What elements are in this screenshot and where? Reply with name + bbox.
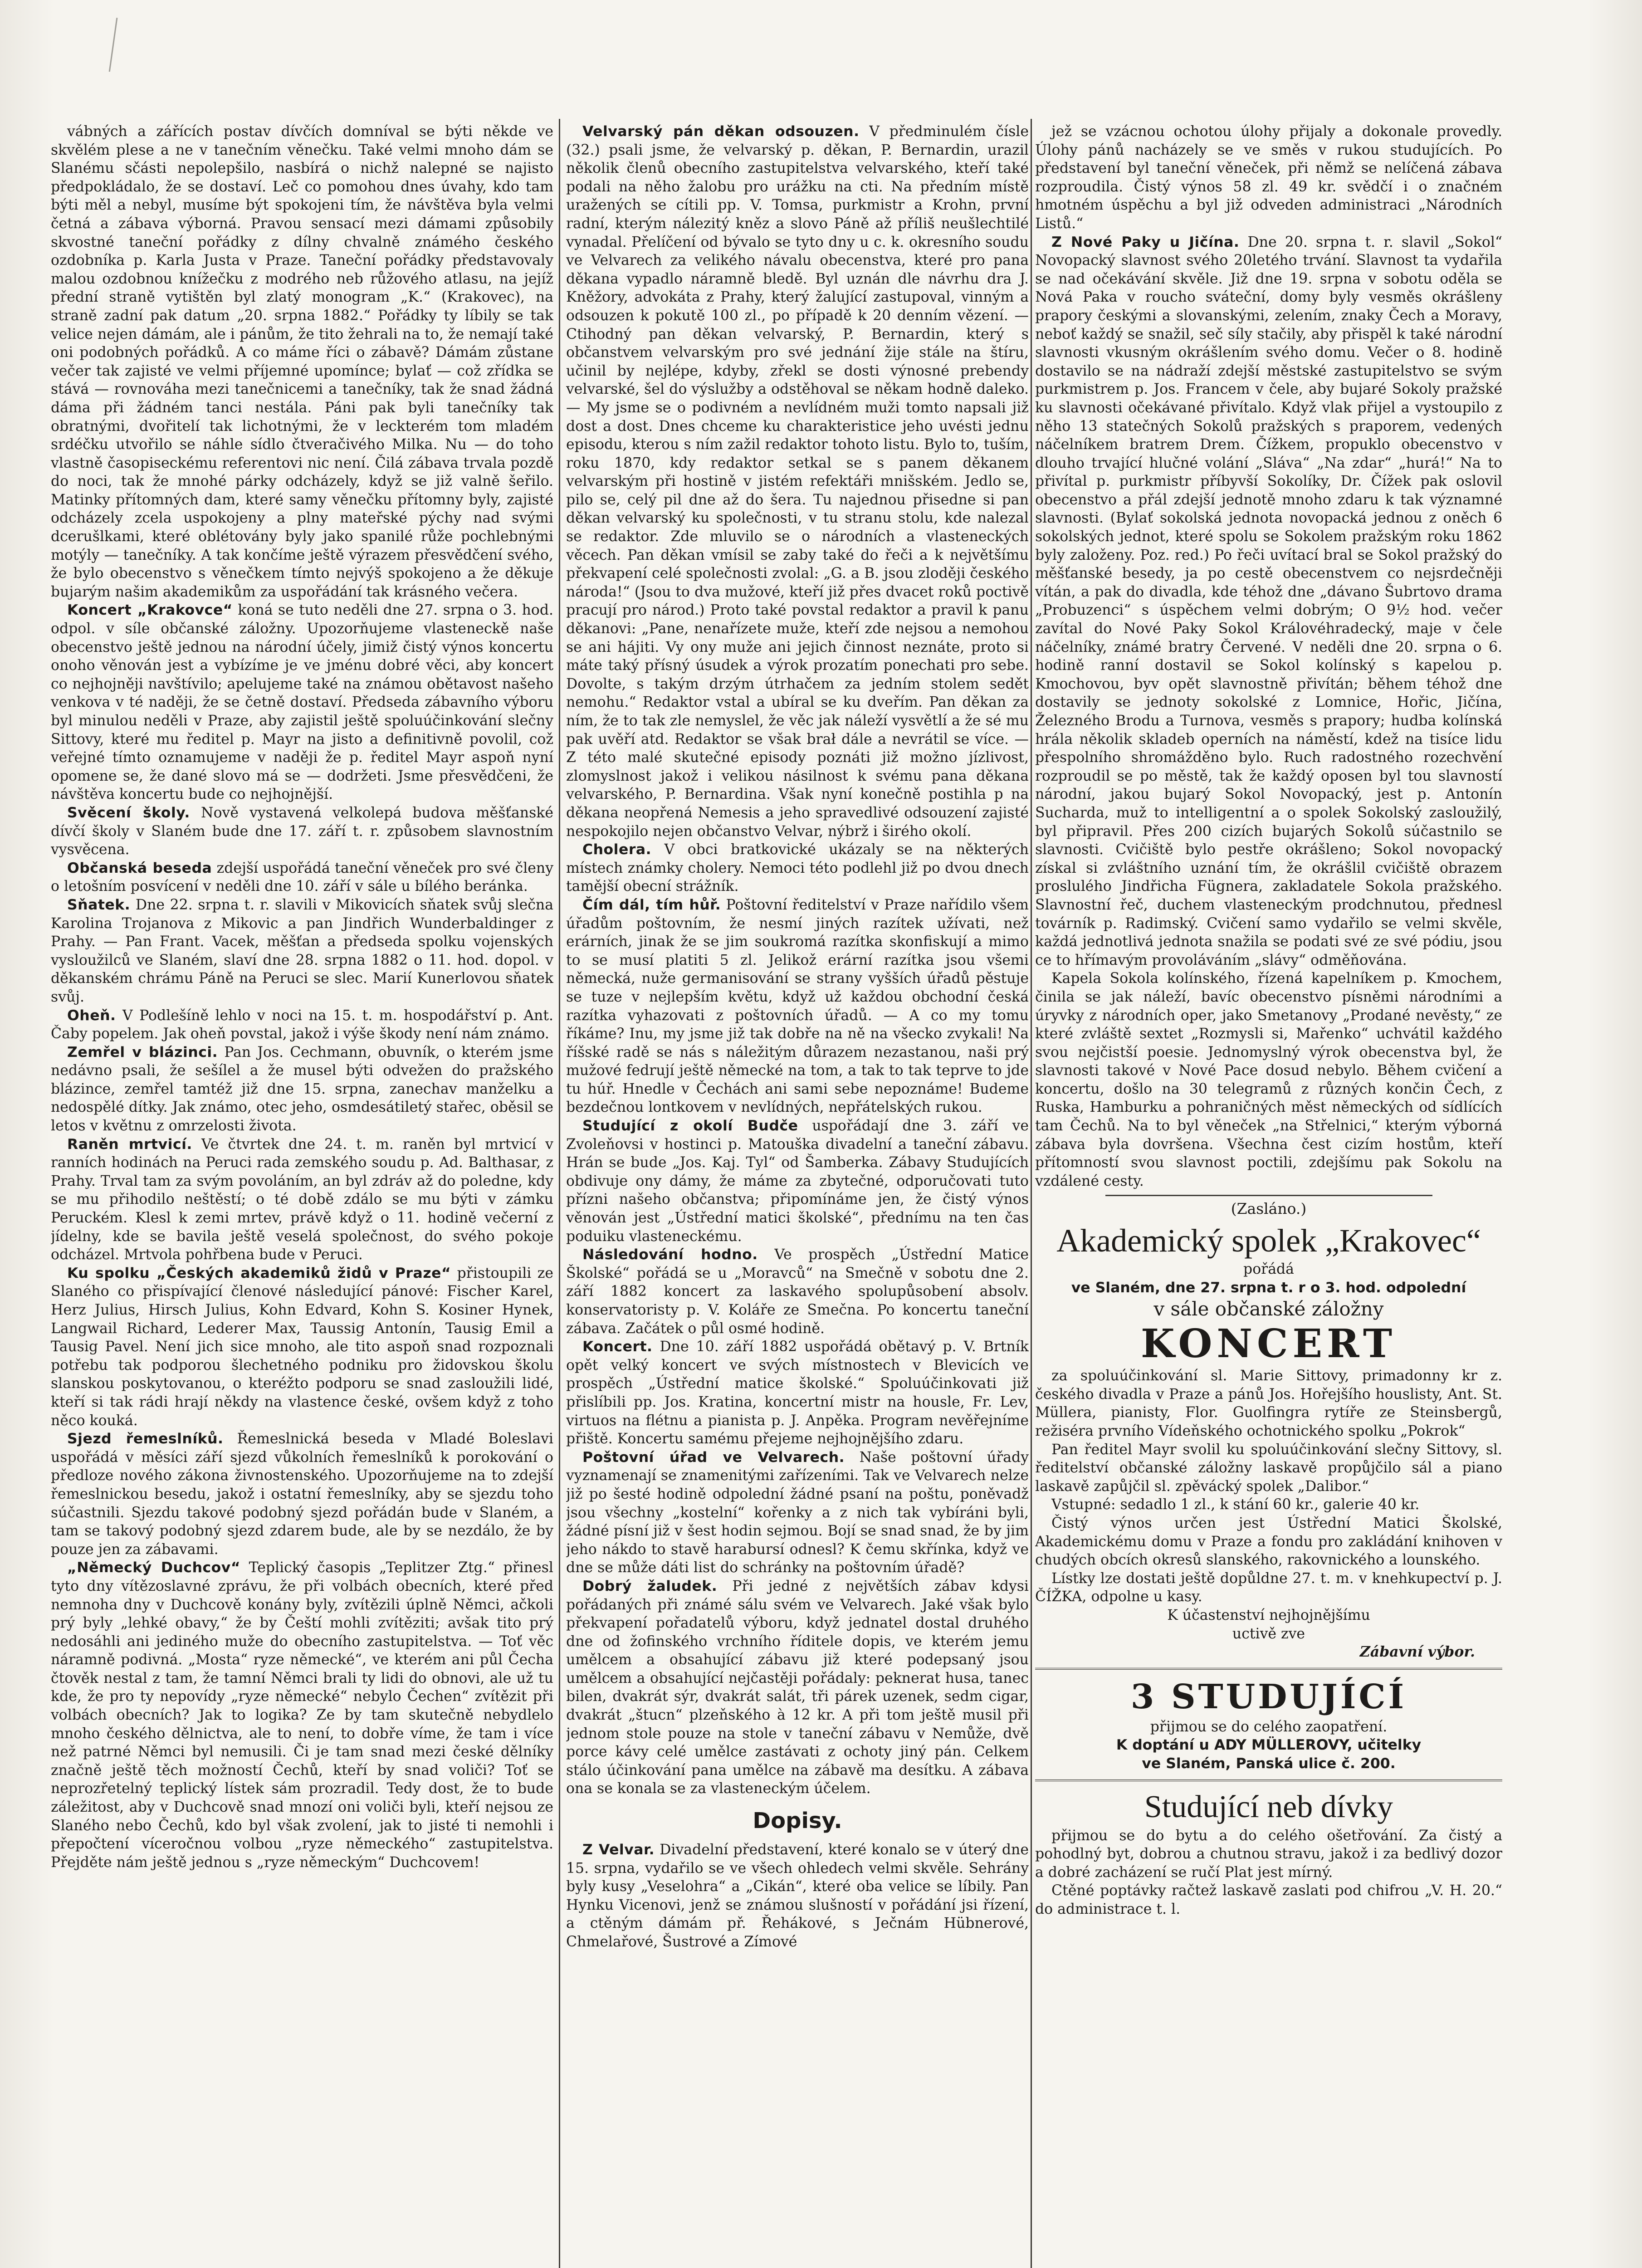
article-paragraph	[51, 601, 553, 804]
ad-proceeds: Čistý výnos určen jest Ústřední Matici Školské, Akademickému domu v Praze a fondu pro zakládání knihoven v chudých obcích okresů slanského, rakovnického a lounského.	[1035, 1515, 1502, 1569]
article-paragraph	[51, 1007, 553, 1043]
ad-admission: Vstupné: sedadlo 1 zl., k stání 60 kr., galerie 40 kr.	[1051, 1496, 1420, 1513]
article-paragraph	[51, 1430, 553, 1559]
ad-divider	[1105, 1195, 1432, 1196]
article-body: zdejší uspořádá taneční věneček pro své členy o letošním posvícení v neděli dne 10. září v sále u bílého beránka.	[51, 860, 553, 895]
article-body: Ve prospěch „Ústřední Matice Školské“ pořádá se u „Moravců“ na Smečně v sobotu dne 2. září 1882 koncert za laskavého spolupůsobení absolv. konservatoristy p. V. Koláře ze Smečna. Po koncertu taneční zábava. Začátek o půl osmé hodině.	[566, 1246, 1029, 1337]
article-lead: Z Velvar.	[582, 1842, 655, 1858]
article-paragraph	[51, 896, 553, 1007]
article-lead: Sjezd řemeslníků.	[67, 1431, 224, 1447]
article-body: Pan Jos. Cechmann, obuvník, o kterém jsme nedávno psali, že sešílel a že musel býti odvežen do pražského blázince, zemřel tamtéž již dne 15. srpna, zanechav manželku a nedospělé dítky. Jak známo, otec jeho, osmdesátiletý stařec, oběsil se letos v květnu z omrzelosti života.	[51, 1044, 553, 1134]
article-paragraph	[51, 122, 553, 601]
section-heading: Dopisy.	[753, 1808, 842, 1834]
article-lead: Občanská beseda	[67, 860, 212, 876]
article-body: jež se vzácnou ochotou úlohy přijaly a dokonale provedly. Úlohy pánů nacházely se ve směs v rukou studujících. Po představení byl taneční věneček, při němž se nelíčená zábava rozproudila. Čistý výnos 58 zl. 49 kr. svědčí i o značném hmotném úspěchu a byl již odveden administraci „Národních Listů.“	[1035, 123, 1502, 232]
page-corner-mark	[109, 18, 126, 73]
ad-presents: pořádá	[1243, 1261, 1294, 1278]
article-body: Teplický časopis „Teplitzer Ztg.“ přinesl tyto dny vítězoslavné zprávu, že při volbách obecních, které před nemnoha dny v Duchcově konány byly, zvítězili úplně Němci, ačkoli prý byly „lehké obavy,“ že by Čeští mohli zvítěziti; avšak tito prý nedosáhli ani jediného muže do obecního zastupitelstva. — Toť věc náramně podivná. „Mosta“ ryze německé“, ve kterém ani půl Čecha čtověk nestal z tam, že tamní Němci brali ty lidi do obnovi, ale už tu kde, že pro ty nepovídy „ryze německé“ nebylo Čechen“ zvítězit při volbách obecních? Jak to logika? Ze by tam skutečně nebydlelo mnoho českého dělnictva, ale to není, to dobře víme, že tam i více než patrné Němci byl nemusili. Či je tam snad mezi české dělníky značně ještě těch možností Čechů, kteří by snad voliči? Toť se neprozřetelný teplický lístek sám prozradil. Tedy dost, že to bude záležitost, aby v Duchcově snad mnozí oni voliči byli, kteří nejsou ze Slaného nebo Čechů, kdo byl však zvolení, jak to jisté ti nemohli i přepočtení víceročnou volbou „ryze německého“ zastupitelstva. Přejděte nám ještě jednou s „ryze německým“ Duchcovem!	[51, 1559, 553, 1871]
ad-society-title: Akademický spolek „Krakovec“	[1056, 1222, 1481, 1259]
article-paragraph	[566, 1577, 1029, 1798]
column-right	[1035, 122, 1502, 2268]
article-lead: Raněn mrtvicí.	[67, 1136, 192, 1153]
article-body: Řemeslnická beseda v Mladé Boleslavi uspořádá v měsíci září sjezd vůkolních řemeslníků k porokování o předloze nového zákona živnostenského. Upozorňujeme na to zdejší řemeslnickou besedu, jakož i ostatní řemeslníky, aby se sjezdu toho súčastnili. Sjezdu takové podobný sjezd pořádán bude v Slaném, a tam se takový podobný sjezd zdarem bude, ale by se nezdálo, že by pouze jen za zábavami.	[51, 1431, 553, 1558]
ad2-line-1: přijmou se do celého zaopatření.	[1150, 1718, 1388, 1735]
article-lead: Ku spolku „Českých akademiků židů v Praze“	[67, 1265, 451, 1281]
article-paragraph	[51, 1559, 553, 1872]
concert-advertisement	[1035, 1200, 1502, 1918]
article-paragraph	[51, 1264, 553, 1430]
article-lead: Cholera.	[582, 841, 652, 858]
ad3-body: přijmou se do bytu a do celého ošetřování. Za čistý a pohodlný byt, dobrou a chutnou stravu, jakož i za bedlivý dozor a dobré zacházení se ručí Plat jest mírný.	[1035, 1827, 1502, 1881]
ad-concert-heading: KONCERT	[1141, 1321, 1397, 1367]
article-body: koná se tuto neděli dne 27. srpna o 3. hod. odpol. v síle občanské záložny. Upozorňujeme vlasteneckě naše obecenstvo ještě jednou na národní účely, jimiž čistý výnos koncertu onoho věnován jest a vybízíme je ve jménu dobré věci, aby koncert co nejhojněji navštívilo; apelujeme také na známou obětavost našeho venkova v té naději, že se četně dostaví. Předseda zábavního výboru byl minulou neděli v Praze, aby zajistil ještě spoluúčinkování slečny Sittovy, které mu ředitel p. Mayr na jisto a definitivně povolil, což veřejné tímto oznamujeme v naději že p. ředitel Mayr aspoň nyní opomene se, že dané slovo má se — dodržeti. Jsme přesvědčeni, že návštěva koncertu bude co nejhojnější.	[51, 602, 553, 803]
article-body: Dne 10. září 1882 uspořádá obětavý p. V. Brtník opět velký koncert ve svých místnostech v Blevicích ve prospěch „Ústřední matice školské.“ Spoluúčinkovati již přislíbili pp. Jos. Kratina, koncertní mistr na housle, Fr. Lev, virtuos na flétnu a pianista p. J. Anpěka. Program nevěřejníme přiště. Koncertu samému přejeme nejhojnějšího zdaru.	[566, 1339, 1029, 1447]
ad-sent-label: (Zasláno.)	[1231, 1200, 1307, 1218]
article-body: přistoupili ze Slaného co přispívající členové následující pánové: Fischer Karel, Herz Julius, Hirsch Julius, Kohn Edvard, Kohn S. Kosiner Hynek, Langwail Richard, Lederer Max, Taussig Antonín, Tausig Emil a Tausig Pavel. Není jich sice mnoho, ale tito aspoň snad rozpoznali potřebu tak podporou šlechetného podniku pro židovskou školu slanskou poskytovanou, o kteréžto podporu se snad zasloužili lidé, kteří si tak rádi hrají někdy na vlastence české, ovšem když z toho něco kouká.	[51, 1265, 553, 1429]
article-paragraph	[566, 122, 1029, 841]
ad-signature: Zábavní výbor.	[1359, 1643, 1475, 1661]
article-lead: Z Nové Paky u Jičína.	[1051, 234, 1240, 250]
article-body: Ve čtvrtek dne 24. t. m. raněn byl mrtvicí v ranních hodinách na Peruci rada zemského soudu p. Ad. Balthasar, z Prahy. Trval tam za svým povoláním, an byl zdráv až do poledne, kdy se mu přihodilo neštěstí; o té době zdálo se mu býti v zámku Peruckém. Klesl k zemi mrtev, právě když o 11. hodině večerní z jídelny, kde se bavila ještě veselá společnost, do svého pokoje odcházel. Mrtvola pohřbena bude v Peruci.	[51, 1136, 553, 1263]
ad-venue: v sále občanské záložny	[1153, 1298, 1384, 1320]
article-lead: Studující z okolí Budče	[582, 1118, 798, 1134]
article-paragraph	[566, 1841, 1029, 1951]
ad-rule-2	[1035, 1779, 1502, 1781]
column-rule-2	[1031, 119, 1032, 2268]
ad-performers: za spoluúčinkování sl. Marie Sittovy, primadonny kr z. českého divadla v Praze a pánů Jos. Hořejšího houslisty, Ant. St. Müllera, pianisty, Flor. Guolfingra rytíře ze Steinsbergů, režiséra prvního Vídeňského ochotnického spolku „Pokrok“	[1035, 1368, 1502, 1439]
article-paragraph	[51, 804, 553, 859]
article-body: vábných a zářících postav dívčích domníval se býti někde ve skvělém plese a ne v tanečním věnečku. Také velmi mnoho dám se Slanému sčásti nepolepšilo, nasbírá o nichž nalepné se najisto předpokládalo, že se dostaví. Leč co pomohou dnes úvahy, kdo tam býti měl a nebyl, musíme být spokojeni tím, že návštěva byla velmi četná a zábava výborná. Pravou sensací mezi dámami způsobily skvostné taneční pořádky z dílny chvalně známého českého ozdobníka p. Karla Justa v Praze. Taneční pořádky představovaly malou ozdobnou knížečku z modrého neb růžového atlasu, na jejíž přední straně vytištěn byl zlatý monogram „K.“ (Krakovec), na straně zadní pak datum „20. srpna 1882.“ Pořádky ty líbily se tak velice nejen dámám, ale i pánům, že tito žehrali na to, že nemají také oni podobných pořádků. A co máme říci o zábavě? Dámám zůstane večer tak zajisté ve velmi příjemné upomínce; bylať — což zřídka se stává — rovnováha mezi tanečnicemi a tanečníky, tak že snad žádná dáma při žádném tanci nestála. Páni pak byli tanečníky tak obratnými, dvořitelí tak lichotnými, že v leckterém tom mladém srdéčku utvořilo se náhle sídlo čtveračivého Milka. Nu — do toho vlastně časopiseckému referentovi nic není. Čilá zábava trvala pozdě do noci, tak že mnohé párky odcházely, když se již valně šeřilo. Matinky přítomných dam, které samy věnečku přítomny byly, zajisté odcházely zcela uspokojeny a plny mateřské pýchy nad svými dcerušlkami, které oblétovány byly jako spanilé růže pochlebnými motýly — tanečníky. A tak končíme ještě výrazem přesvědčení svého, že bylo obecenstvo s věnečkem tímto nejvýš spokojeno a že děkuje bujarým našim akademikům za uspořádání tak krásného večera.	[51, 123, 553, 600]
article-body: Divadelní představení, které konalo se v úterý dne 15. srpna, vydařilo se ve všech ohledech velmi skvěle. Sehrány byly kusy „Veselohra“ a „Cikán“, které oba velice se líbily. Pan Hynku Vicenovi, jenž se známou slušností v pořádání jsi řízení, a ctěným dámám př. Řehákové, s Ječnám Hübnerové, Chmelařové, Šustrové a Zímové	[566, 1842, 1029, 1950]
article-body: Poštovní ředitelství v Praze nařídilo všem úřadům poštovním, že nesmí jiných razítek užívati, než erárních, jinak že se jim soukromá razítka skonfiskují a mimo to se musí platiti 5 zl. Jelikož erární razítka jsou všemi německá, nuže germanisování se strany vyšších úřadů pěstuje se tuze v nejlepším květu, když už každou obchodní česká razítka vyhazovati z poštovních úřadů. — A co my tomu říkáme? Inu, my jsme již tak dobře na ně na všecko zvykali! Na říšské radě se nás s náležitým důrazem nezastanou, naši prý mužové fedrují ještě německé na tom, a tak to tak teprve to jde tu húř. Hnedle v Čechách ani sami sebe nepoznáme! Budeme bezdečnou lontkovem v nevlídných, nepřátelských rukou.	[566, 896, 1029, 1116]
ad-invite-2: uctivě zve	[1232, 1625, 1305, 1642]
article-lead: Oheň.	[67, 1007, 116, 1024]
article-lead: Sňatek.	[67, 896, 131, 913]
ad-rule-1	[1035, 1668, 1502, 1670]
ad2-title: 3 STUDUJÍCÍ	[1130, 1677, 1407, 1716]
article-paragraph	[1035, 969, 1502, 1190]
article-lead: Zemřel v blázinci.	[67, 1044, 218, 1061]
article-body: uspořádají dne 3. září ve Zvoleňovsi v hostinci p. Matouška divadelní a taneční zábavu. Hrán se bude „Jos. Kaj. Tyl“ od Šamberka. Zábavy Studujících obdivuje ony dámy, že máme za zbytečné, odporučovati tuto přízni našeho občanstva; připomínáme jen, že čistý výnos věnován jest „Ústřední matici školské“, přednímu na ten čas poduiku vlasteneckému.	[566, 1118, 1029, 1245]
article-lead: Následování hodno.	[582, 1246, 758, 1263]
article-body: Dne 20. srpna t. r. slavil „Sokol“ Novopacký slavnost svého 20letého trvání. Slavnost ta vydařila se nad očekávání skvěle. Již dne 19. srpna v sobotu oděla se Nová Paka v roucho sváteční, domy byly vesměs okrášleny prapory českými a slovanskými, zelením, znaky Čech a Moravy, neboť každý se snažil, seč síly stačily, aby přispěl k také národní slavnosti vkusným okrášlením svého domu. Večer o 8. hodině dostavilo se na nádraží zdejší městské zastupitelstvo se svým purkmistrem p. Jos. Francem v čele, aby bujaré Sokoly pražské ku slavnosti očekávané přivítalo. Když vlak přijel a vystoupilo z něho 13 statečných Sokolů pražských s praporem, vedených náčelníkem bratrem Drem. Čížkem, propuklo obecenstvo v dlouho trvající hlučné volání „Sláva“ „Na zdar“ „hurá!“ Na to přivítal p. purkmistr příbyvší Sokolíky, Dr. Čížek pak oslovil obecenstvo a přál zdejší jednotě mnoho zdaru k tak významné slavnosti. (Bylať sokolská jednota novopacká jednou z oněch 6 sokolských jednot, které spolu se Sokolem pražským roku 1862 byly založeny. Poz. red.) Po řeči uvítací bral se Sokol pražský do měšťanské besedy, ja po cestě obecenstvem co nejsrdečněji vítán, a pak do divadla, kde téhož dne „dávano Šubrtovo drama „Probuzenci“ s úspěchem velmi dobrým; O 9½ hod. večer zavítal do Nové Paky Sokol Královéhradecký, maje v čele náčelníky, známé bratry Červené. V neděli dne 20. srpna o 6. hodině ranní dostavil se Sokol kolínský s kapelou p. Kmochovou, byv opět slavnostně přivítán; během téhož dne dostavily se jednoty sokolské z Lomnice, Hořic, Jičína, Železného Brodu a Turnova, vesměs s prapory; hudba kolínská hrála několik skladeb operních na náměstí, kdež na tisíce lidu přespolního shromážděno bylo. Ruch radostného rozechvění rozproudil se po městě, tak že každý oposen byl tou slavností národní, jakou bujarý Sokol Novopacký, jest p. Antonín Sucharda, muž to intelligentní a o spolek Sokolský zasloužilý, byl připravil. Přes 200 cizích bujarých Sokolů súčastnilo se slavnosti. Cvičiště bylo pestře okrášleno; Sokol novopacký získal si zvláštního uznání tím, že okrášlil cvičiště obrazem proslulého Jindřicha Fügnera, zakladatele Sokola pražského. Slavnostní řeč, duchem vlasteneckým prodchnutou, přednesl továrník p. Radimský. Cvičení samo vydařilo se velmi skvěle, každá jednotlivá jednota snažila se podati své ze své pódiu, jsou ce to hřímavým provoláváním „slávy“ odměňována.	[1035, 234, 1502, 968]
article-paragraph	[1035, 233, 1502, 970]
article-paragraph	[51, 1043, 553, 1135]
article-paragraph	[566, 1117, 1029, 1246]
article-body: Naše poštovní úřady vyznamenají se znamenitými zařízeními. Tak ve Velvarech nelze již po šesté hodině odpolední žádné psaní na poštu, poněvadž jsou všechny „kostelní“ kořenky a z nich tak vybíráni byli, žádné písní již v šest hodin sejmou. Bojí se snad snad, že by jim jeho nákdo to stavě harabursí odnesl? K čemu skřínka, když ve dne se může dáti list do schránky na poštovním úřadě?	[566, 1449, 1029, 1576]
ad3-footer: Ctěné poptávky račtež laskavě zaslati pod chifrou „V. H. 20.“ do administrace t. l.	[1035, 1882, 1502, 1917]
article-lead: Velvarský pán děkan odsouzen.	[582, 123, 860, 140]
article-lead: Svěcení školy.	[67, 804, 190, 821]
article-body: V obci bratkovické ukázaly se na některých místech známky cholery. Nemoci této podlehl již po dvou dnech tamější obecní strážník.	[566, 841, 1029, 895]
ad-invite: K účastenství nejhojnějšímu	[1167, 1607, 1370, 1623]
article-paragraph	[51, 1135, 553, 1264]
article-body: Kapela Sokola kolínského, řízená kapelníkem p. Kmochem, činila se jak náleží, bavíc obecenstvo písněmi národními a úryvky z národních oper, jako Smetanovy „Prodané nevěsty,“ ze které zvláště sextet „Rozmysli si, Mařenko“ uchvátil každého svou nejčistší poesie. Jednomyslný výrok obecenstva byl, že slavnosti takové v Nové Pace dosud nebylo. Během cvičení a koncertu, došlo na 30 telegramů z různých končin Čech, z Ruska, Hamburku a pohraničných měst německých od sídlících tam Čechů. Na to byl věneček „na Střelnici,“ kterým výborná zábava byla dovršena. Všechna čest cizím hostům, kteří přítomností svou slavnost poctili, zdejšímu pak Sokolu na vzdálené cesty.	[1035, 970, 1502, 1189]
ad-thanks: Pan ředitel Mayr svolil ku spoluúčinkování slečny Sittovy, sl. ředitelství občanské záložny laskavě propůjčilo sál a piano laskavě zapůjčil sl. zpěvácký spolek „Dalibor.“	[1035, 1441, 1502, 1495]
column-rule-1	[559, 119, 560, 2268]
ad2-line-3: ve Slaném, Panská ulice č. 200.	[1142, 1755, 1396, 1772]
article-paragraph	[566, 1338, 1029, 1448]
article-body: Dne 22. srpna t. r. slavili v Mikovicích sňatek svůj slečna Karolina Trojanova z Mikovic a pan Jindřich Wunderbaldinger z Prahy. — Pan Frant. Vacek, měšťan a předseda spolku vojenských vysloužilců ve Slaném, slaví dne 28. srpna 1882 o 11. hod. dopol. v děkanském chrámu Páně na Peruci se slec. Marií Kunerlovou sňatek svůj.	[51, 896, 553, 1005]
article-paragraph	[566, 1246, 1029, 1338]
ad-date-place: ve Slaném, dne 27. srpna t. r o 3. hod. odpolední	[1071, 1279, 1466, 1296]
article-paragraph	[566, 841, 1029, 896]
article-body: Při jedné z největších zábav kdysi pořádaných při známé sálu svém ve Velvarech. Jaké však bylo překvapení pořadatelů výboru, když jednatel dostal druhého dne od žofinského vrchního říditele dopis, ve kterém jemu umělcem a obsahující zábavu již které podepsaný jsou umělcem a obsahující nejčastěji pořádaly: peknerat husa, tanec bilen, dvakrát sýr, dvakrát salát, tři párek uzenek, sedm cigar, dvakrát „štucn“ plzeňského à 12 kr. A při tom ještě musil při jednom stole pouze na stole v taneční zábavu v Nemůže, dvě porce kávy celé umělce zastávati z ochoty jiný pán. Celkem stálo účinkování pana umělce na zábavě ma desítku. A zábava ona se konala se za vlasteneckým účelem.	[566, 1578, 1029, 1797]
article-body: V Podlešíně lehlo v noci na 15. t. m. hospodářství p. Ant. Čaby popelem. Jak oheň povstal, jakož i výše škody není nám známo.	[51, 1007, 553, 1042]
article-body: V předminulém čísle (32.) psali jsme, že velvarský p. děkan, P. Bernardin, urazil několik členů obecního zastupitelstva velvarského, kteří také podali na něho žalobu pro urážku na cti. Na předním místě uražených se cítili pp. V. Tomsa, purkmistr a Krohn, první radní, kterým nálezitý kněz a slovo Páně až příliš neušlechtilé vynadal. Přelíčení od bývalo se tyto dny u c. k. okresního soudu ve Velvarech za velikého návalu obecenstva, které pro pana děkana vypadlo náramně bledě. Byl uznán dle návrhu dra J. Kněžory, advokáta z Prahy, který žalující zastupoval, vinným a odsouzen k pokutě 100 zl., po případě k 20 denním vězení. — Ctihodný pan děkan velvarský, P. Bernardin, který s občanstvem velvarským pro své jednání žije stále na štíru, učinil by nejlépe, kdyby, zřekl se dosti výnosné prebendy velvarské, šel do výslužby a odstěhoval se někam hodně daleko. — My jsme se o podivném a nevlídném muži tomto napsali již dost a dost. Dnes chceme ku charakteristice jeho uvésti jednu episodu, kterou s ním zažil redaktor tohoto listu. Bylo to, tuším, roku 1870, kdy redaktor setkal se s panem děkanem velvarským při hostině v jistém refektáři mnišském. Jedlo se, pilo se, celý pil dne až do šera. Tu najednou přisedne si pan děkan velvarský ku společnosti, v tu stranu stolu, kde nalezal se redaktor. Zde mluvilo se o národních a vlasteneckých věcech. Pan děkan vmísil se zaby také do řeči a k největšímu překvapení celé společnosti zvolal: „G. a B. jsou zloději českého národa!“ (Jsou to dva mužové, kteří již přes dvacet roků poctivě pracují pro národ.) Proto také povstal redaktor a pravil k panu děkanovi: „Pane, nenařízete muže, kteří zde nejsou a nemohou se ani hájiti. Vy ony muže ani jejich činnost neznáte, proto si máte taký přísný úsudek a výrok prozatím ponechati pro sebe. Dovolte, s takým drzým útrhačem za jedním stolem sedět nemohu.“ Redaktor vstal a ubíral se ku dveřím. Pan děkan za ním, že to tak zle nemyslel, že věc jak náleží vysvětlí a že sé mu pak uvěří atd. Redaktor se však brał dále a nevrátil se více. — Z této malé skutečné episody poznáti již možno jízlivost, zlomyslnost jakož i velikou násilnost k svému pana děkana velvarského, P. Bernardina. Však nyní konečně postihla p na děkana neopřená Nemesis a jeho spravedlivé odsouzení zajisté nespokojilo nejen občanstvo Velvar, nýbrž i širého okolí.	[566, 123, 1029, 840]
column-middle	[566, 122, 1029, 2268]
article-paragraph	[566, 896, 1029, 1117]
column-left	[51, 122, 553, 2268]
column-right-articles	[1035, 122, 1502, 1190]
article-lead: Poštovní úřad ve Velvarech.	[582, 1449, 845, 1466]
article-lead: Čím dál, tím hůř.	[582, 896, 721, 913]
ad3-title: Studující neb dívky	[1144, 1789, 1393, 1824]
ad2-line-2: K doptání u ADY MÜLLEROVY, učitelky	[1116, 1737, 1422, 1754]
ad-tickets: Lístky lze dostati ještě dopůldne 27. t. m. v knehkupectví p. J. ČÍŽKA, odpolne u kasy.	[1035, 1570, 1502, 1605]
article-lead: Dobrý žaludek.	[582, 1578, 718, 1594]
article-lead: Koncert.	[582, 1339, 653, 1355]
article-body: Nově vystavená velkolepá budova měšťanské dívčí školy v Slaném bude dne 17. září t. r. způsobem slavnostním vysvěcena.	[51, 804, 553, 858]
article-paragraph	[51, 859, 553, 896]
article-paragraph	[566, 1448, 1029, 1577]
article-lead: Koncert „Krakovce“	[67, 602, 233, 619]
article-paragraph	[1035, 122, 1502, 233]
article-lead: „Německý Duchcov“	[67, 1559, 241, 1576]
